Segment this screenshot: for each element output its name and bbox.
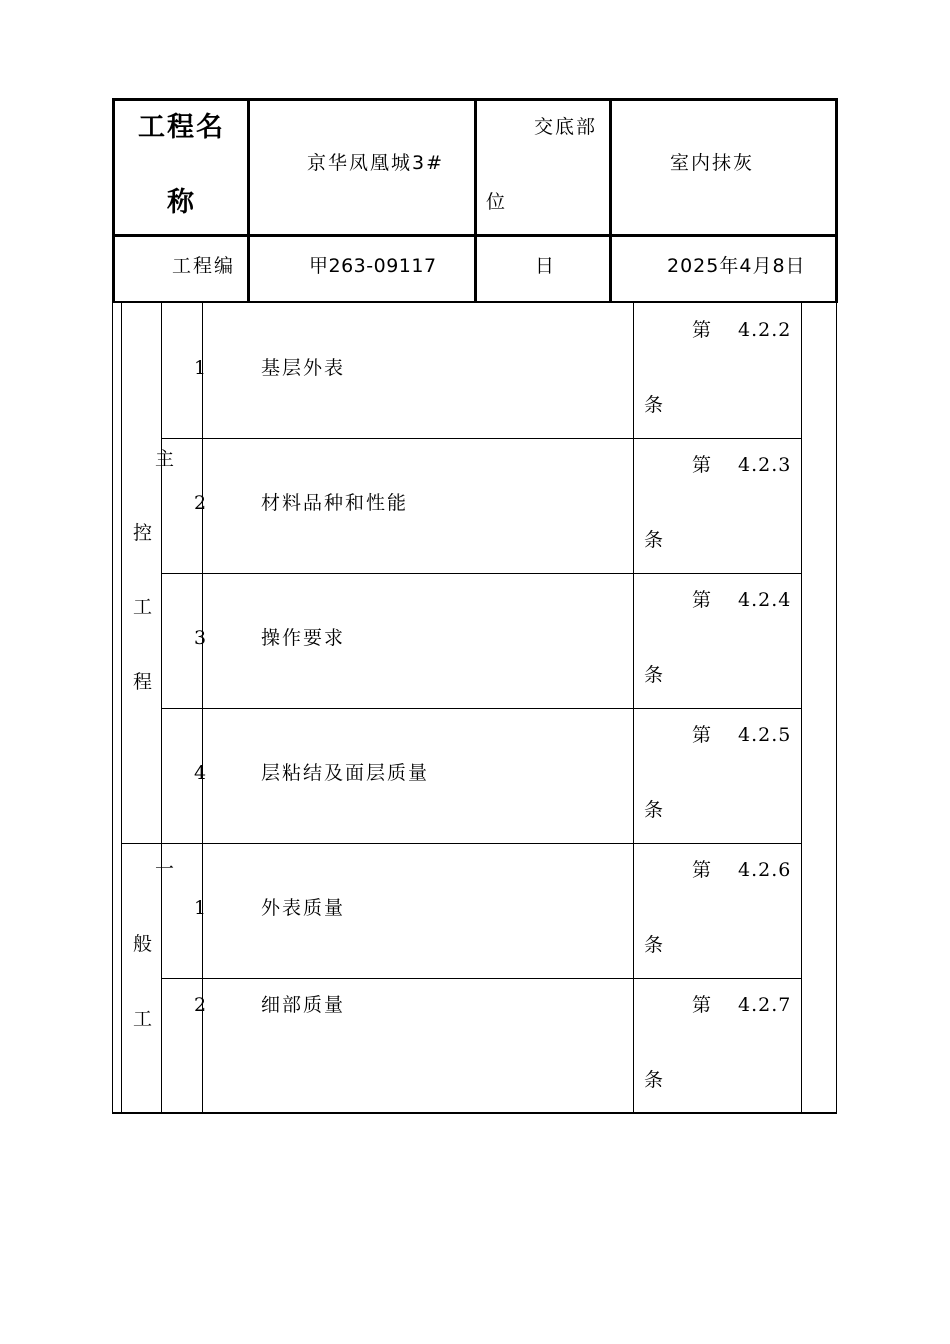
- date-value: 2025年4月8日: [667, 255, 806, 277]
- item-number: 1: [194, 897, 209, 919]
- item-number: 2: [194, 492, 209, 514]
- item-name: 材料品种和性能: [261, 492, 409, 514]
- row-divider-5: [161, 978, 802, 979]
- clause-suffix: 条: [644, 799, 666, 821]
- clause-number: 4.2.5: [738, 724, 792, 746]
- item-number: 2: [194, 994, 209, 1016]
- row-divider-1: [161, 438, 802, 439]
- row-divider-3: [161, 708, 802, 709]
- location-label-line2: 位: [486, 191, 508, 213]
- general-label-char: 一: [155, 858, 177, 880]
- clause-suffix: 条: [644, 394, 666, 416]
- location-value: 室内抹灰: [670, 152, 755, 174]
- clause-number: 4.2.3: [738, 454, 792, 476]
- clause-prefix: 第: [692, 454, 714, 476]
- clause-suffix: 条: [644, 1069, 666, 1091]
- main-control-label-char: 控: [133, 522, 155, 544]
- item-name: 操作要求: [261, 627, 346, 649]
- clause-prefix: 第: [692, 994, 714, 1016]
- project-no-label: 工程编: [172, 255, 236, 277]
- clause-number: 4.2.2: [738, 319, 792, 341]
- clause-suffix: 条: [644, 934, 666, 956]
- clause-suffix: 条: [644, 664, 666, 686]
- clause-number: 4.2.6: [738, 859, 792, 881]
- item-name: 层粘结及面层质量: [261, 762, 430, 784]
- clause-number: 4.2.4: [738, 589, 792, 611]
- general-label-char: 般: [133, 933, 155, 955]
- clause-prefix: 第: [692, 724, 714, 746]
- item-name: 细部质量: [261, 994, 346, 1016]
- general-label-char: 工: [133, 1008, 155, 1030]
- item-name: 基层外表: [261, 357, 346, 379]
- item-number: 3: [194, 627, 209, 649]
- item-name: 外表质量: [261, 897, 346, 919]
- main-control-label-char: 程: [133, 671, 155, 693]
- body-bottom: [112, 1112, 837, 1114]
- project-name-label-line1: 工程名: [138, 112, 225, 143]
- project-no-value: 甲263-09117: [309, 255, 437, 277]
- group-divider: [121, 843, 802, 844]
- main-control-label-char: 主: [155, 448, 177, 470]
- date-label: 日: [535, 255, 557, 277]
- main-control-label-char: 工: [133, 596, 155, 618]
- clause-prefix: 第: [692, 589, 714, 611]
- clause-prefix: 第: [692, 859, 714, 881]
- body-line-outer-left: [112, 303, 113, 1113]
- project-name-label-line2: 称: [167, 187, 196, 218]
- clause-suffix: 条: [644, 529, 666, 551]
- row-divider-2: [161, 573, 802, 574]
- project-name-value: 京华凤凰城3#: [307, 152, 445, 174]
- clause-prefix: 第: [692, 319, 714, 341]
- body-line-left: [121, 303, 122, 1113]
- item-number: 1: [194, 357, 209, 379]
- location-label-line1: 交底部: [534, 116, 598, 138]
- body-line-outer-right: [836, 303, 837, 1113]
- item-number: 4: [194, 762, 209, 784]
- clause-number: 4.2.7: [738, 994, 792, 1016]
